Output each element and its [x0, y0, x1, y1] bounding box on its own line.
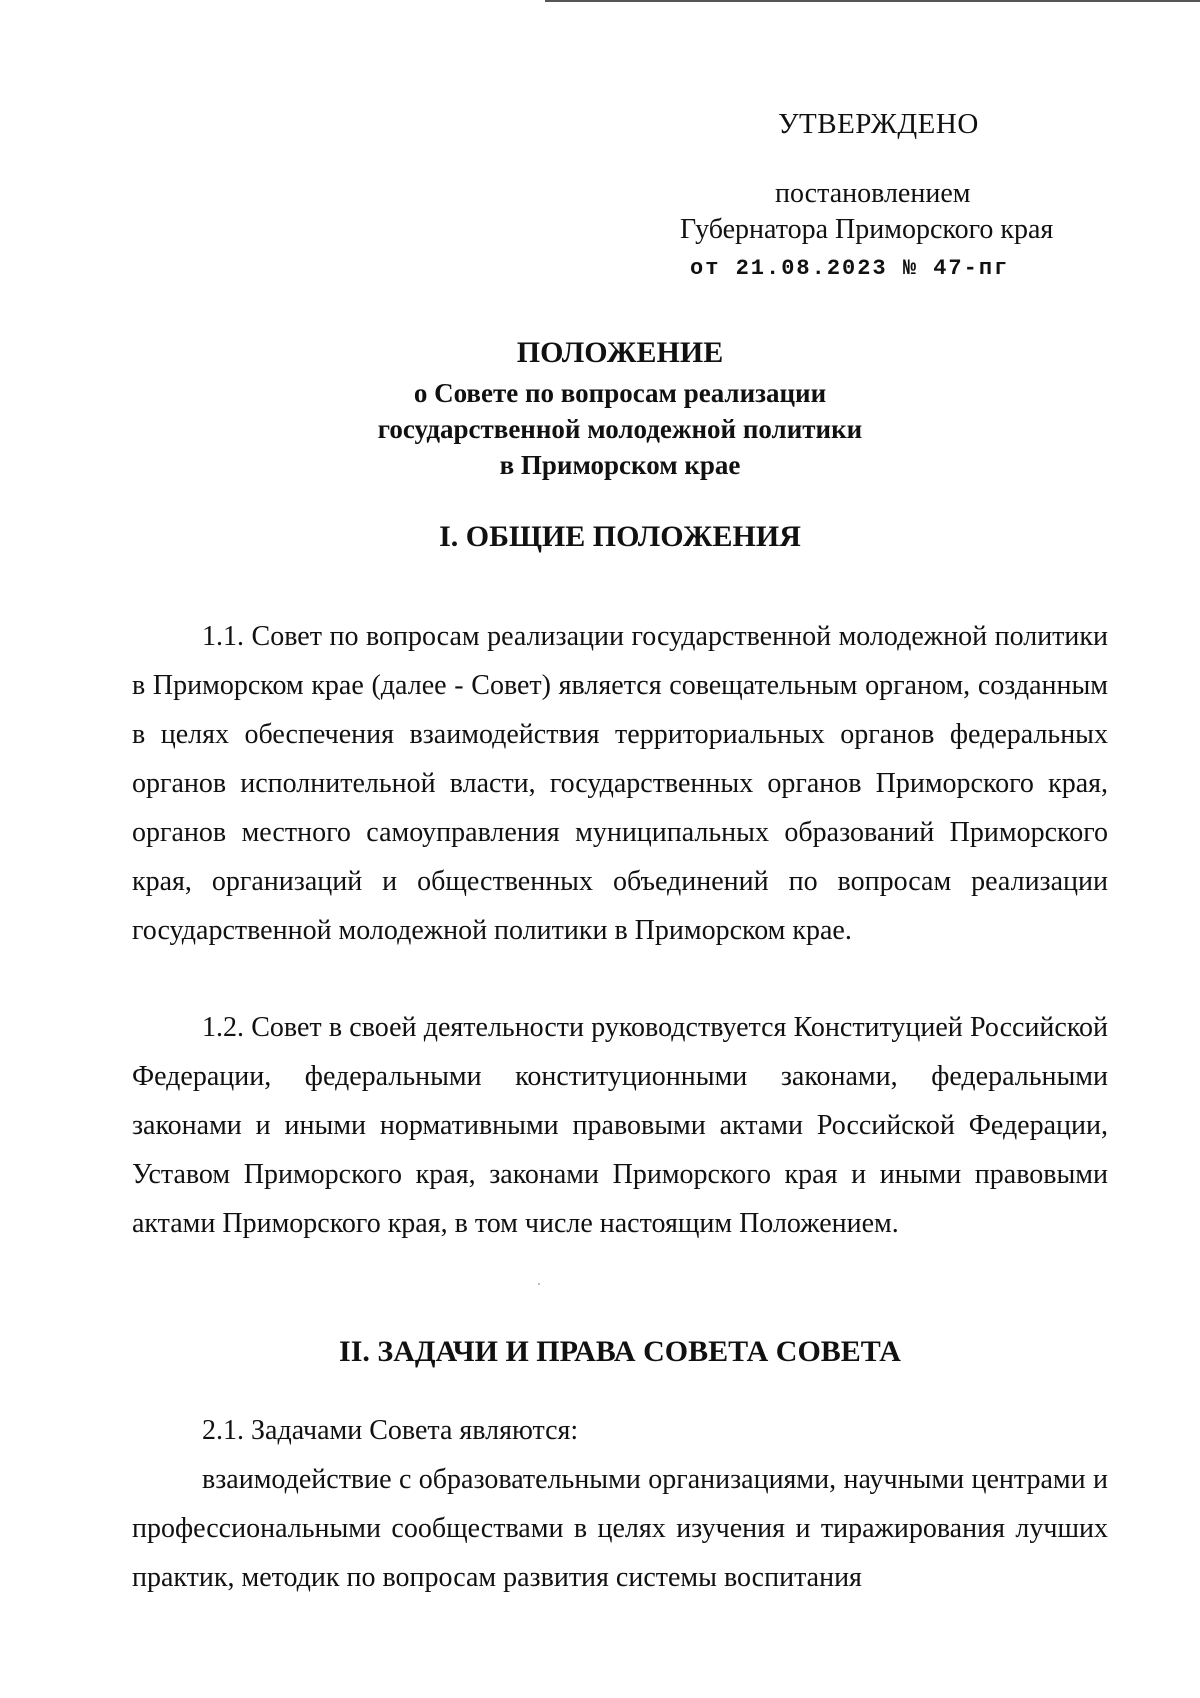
document-subtitle-line-3: в Приморском крае: [499, 450, 741, 480]
paragraph-2-1: 2.1. Задачами Совета являются:: [202, 1415, 579, 1446]
section-1-heading: I. ОБЩИЕ ПОЛОЖЕНИЯ: [439, 520, 801, 553]
document-subtitle-line-2: государственной молодежной политики: [377, 414, 863, 444]
paragraph-2-1-item: взаимодействие с образовательными организациями, научными центрами и профессиональными сообществами в целях изучения и тиражирования лучших практик, методик по вопросам развития системы воспитания: [132, 1464, 1108, 1593]
approval-date-number: от 21.08.2023 № 47-пг: [690, 256, 1010, 281]
approved-stamp-text: УТВЕРЖДЕНО: [778, 108, 979, 140]
paragraph-1-1: 1.1. Совет по вопросам реализации государственной молодежной политики в Приморском крае (далее - Совет) является совещательным органом, созданным в целях обеспечения взаимодействия территориальных органов федеральных органов исполнительной власти, государственных органов Приморского края, органов местного самоуправления муниципальных образований Приморского края, организаций и общественных объединений по вопросам реализации государственной молодежной политики в Приморском крае.: [132, 621, 1108, 946]
document-title: ПОЛОЖЕНИЕ: [516, 336, 724, 369]
document-subtitle-line-1: о Совете по вопросам реализации: [413, 378, 827, 408]
approval-governor-line: Губернатора Приморского края: [680, 214, 1054, 245]
paragraph-1-2: 1.2. Совет в своей деятельности руководствуется Конституцией Российской Федерации, федеральными конституционными законами, федеральными законами и иными нормативными правовыми актами Российской Федерации, Уставом Приморского края, законами Приморского края и иными правовыми актами Приморского края, в том числе настоящим Положением.: [132, 1012, 1108, 1239]
scan-speck: [538, 1283, 540, 1285]
approval-decree-line: постановлением: [775, 178, 971, 209]
section-2-heading: II. ЗАДАЧИ И ПРАВА СОВЕТА СОВЕТА: [339, 1335, 901, 1368]
top-border-line: [545, 0, 1200, 2]
